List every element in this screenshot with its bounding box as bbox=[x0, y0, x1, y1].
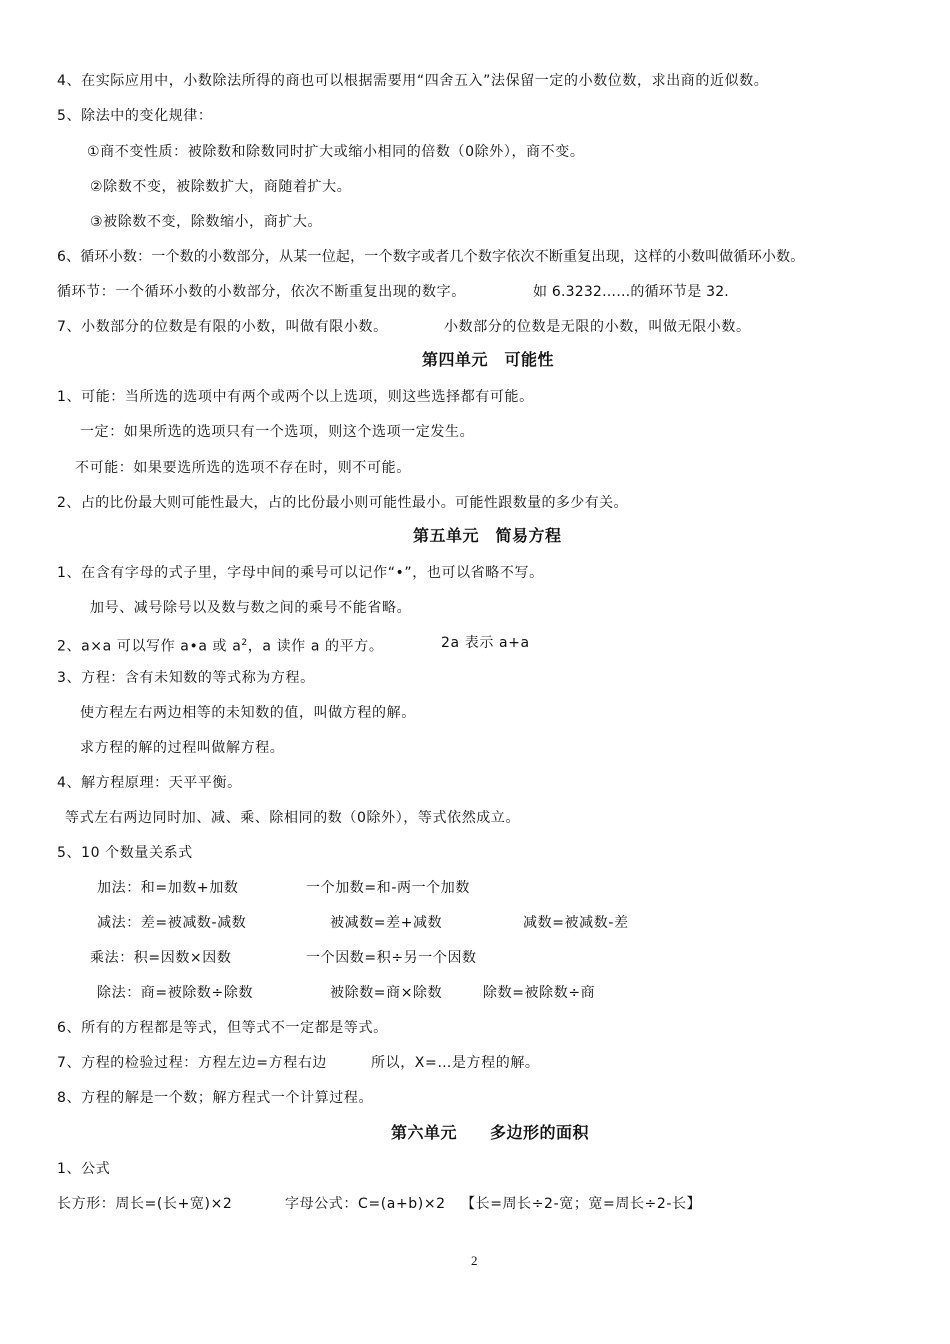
text-line: 6、循环小数：一个数的小数部分，从某一位起，一个数字或者几个数字依次不断重复出现，这样的小数叫做循环小数。 bbox=[57, 249, 805, 265]
text-line: 【长=周长÷2-宽；宽=周长÷2-长】 bbox=[461, 1196, 702, 1212]
text-segment: ，a 读作 a 的平方。 bbox=[247, 638, 384, 655]
text-line: 5、10 个数量关系式 bbox=[57, 845, 193, 861]
text-line: 小数部分的位数是无限的小数，叫做无限小数。 bbox=[444, 319, 751, 335]
text-line: 使方程左右两边相等的未知数的值，叫做方程的解。 bbox=[80, 705, 416, 721]
text-line: 4、在实际应用中，小数除法所得的商也可以根据需要用“四舍五入”法保留一定的小数位数，求出商的近似数。 bbox=[57, 73, 769, 89]
page-number: 2 bbox=[471, 1253, 478, 1268]
formula-add: 一个加数=和-两一个加数 bbox=[306, 880, 470, 896]
text-line: 求方程的解的过程叫做解方程。 bbox=[80, 740, 285, 756]
text-segment: 2、a×a 可以写作 a•a 或 a bbox=[57, 638, 242, 655]
section-heading: 第六单元 多边形的面积 bbox=[391, 1123, 590, 1142]
section-heading: 第五单元 简易方程 bbox=[413, 526, 562, 545]
text-line: 6、所有的方程都是等式，但等式不一定都是等式。 bbox=[57, 1020, 388, 1036]
text-line: 1、在含有字母的式子里，字母中间的乘号可以记作“•”，也可以省略不写。 bbox=[57, 565, 544, 581]
text-line: ①商不变性质：被除数和除数同时扩大或缩小相同的倍数（0除外），商不变。 bbox=[87, 144, 585, 160]
formula-sub: 减法：差=被减数-减数 bbox=[97, 915, 247, 931]
formula-div: 除法：商=被除数÷除数 bbox=[97, 985, 254, 1001]
formula-add: 加法：和=加数+加数 bbox=[97, 880, 239, 896]
formula-div: 被除数=商×除数 bbox=[330, 985, 443, 1001]
text-line: 3、方程：含有未知数的等式称为方程。 bbox=[57, 670, 315, 686]
text-line: 长方形：周长=(长+宽)×2 bbox=[57, 1196, 233, 1212]
section-heading: 第四单元 可能性 bbox=[422, 350, 555, 369]
text-line: 循环节：一个循环小数的小数部分，依次不断重复出现的数字。 bbox=[57, 284, 466, 300]
text-line: 字母公式：C=(a+b)×2 bbox=[285, 1196, 446, 1212]
text-line: 2a 表示 a+a bbox=[441, 635, 530, 651]
text-line: 4、解方程原理：天平平衡。 bbox=[57, 775, 242, 791]
text-line: 1、公式 bbox=[57, 1161, 111, 1177]
text-line: 5、除法中的变化规律： bbox=[57, 108, 213, 124]
formula-div: 除数=被除数÷商 bbox=[483, 985, 596, 1001]
text-line: 如 6.3232……的循环节是 32. bbox=[533, 284, 729, 300]
formula-mul: 乘法：积=因数×因数 bbox=[90, 950, 232, 966]
formula-sub: 减数=被减数-差 bbox=[523, 915, 629, 931]
text-line: 等式左右两边同时加、减、乘、除相同的数（0除外），等式依然成立。 bbox=[65, 810, 521, 826]
text-line: 2、占的比份最大则可能性最大，占的比份最小则可能性最小。可能性跟数量的多少有关。 bbox=[57, 495, 628, 511]
text-line: 7、方程的检验过程：方程左边=方程右边 bbox=[57, 1055, 328, 1071]
text-line: 7、小数部分的位数是有限的小数，叫做有限小数。 bbox=[57, 319, 388, 335]
superscript: 2 bbox=[241, 638, 248, 648]
text-line: 一定：如果所选的选项只有一个选项，则这个选项一定发生。 bbox=[80, 424, 475, 440]
formula-mul: 一个因数=积÷另一个因数 bbox=[306, 950, 477, 966]
text-line: 所以，X=…是方程的解。 bbox=[371, 1055, 540, 1071]
formula-sub: 被减数=差+减数 bbox=[330, 915, 443, 931]
text-line: ③被除数不变，除数缩小，商扩大。 bbox=[90, 214, 323, 230]
text-line bbox=[57, 634, 383, 656]
text-line: 8、方程的解是一个数；解方程式一个计算过程。 bbox=[57, 1090, 374, 1106]
text-line: 1、可能：当所选的选项中有两个或两个以上选项，则这些选择都有可能。 bbox=[57, 389, 534, 405]
text-line: 不可能：如果要选所选的选项不存在时，则不可能。 bbox=[75, 460, 411, 476]
text-line: ②除数不变，被除数扩大，商随着扩大。 bbox=[90, 179, 352, 195]
text-line: 加号、减号除号以及数与数之间的乘号不能省略。 bbox=[90, 600, 412, 616]
